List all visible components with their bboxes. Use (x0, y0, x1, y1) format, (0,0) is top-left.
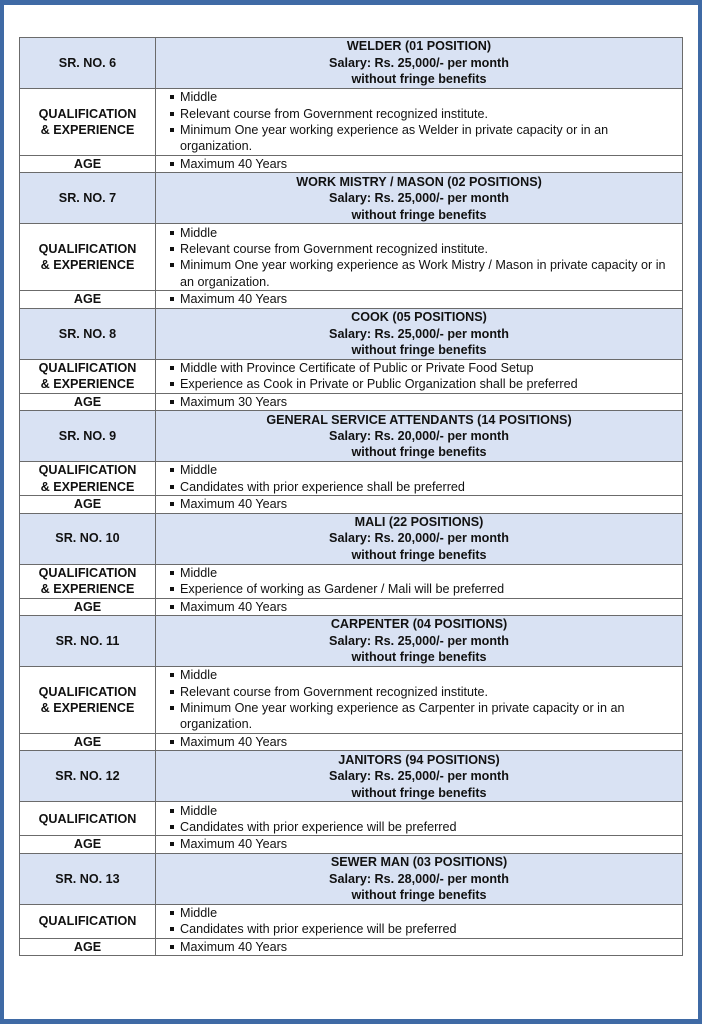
qualification-list-cell (156, 224, 683, 291)
age-label: AGE (20, 393, 156, 410)
age-cell (156, 291, 683, 308)
qualification-list-cell (156, 564, 683, 598)
sr-number: SR. NO. 11 (20, 616, 156, 667)
age-cell (156, 598, 683, 615)
qualification-list (156, 225, 682, 291)
age-cell (156, 836, 683, 853)
label-line: & EXPERIENCE (40, 258, 135, 273)
position-header-row (20, 38, 683, 89)
list-item: Middle (168, 667, 678, 683)
qualification-list (156, 667, 682, 733)
age-label: AGE (20, 156, 156, 173)
age-cell (156, 734, 683, 751)
benefits-text: without fringe benefits (351, 445, 487, 460)
position-title: WORK MISTRY / MASON (02 POSITIONS) (296, 174, 542, 189)
position-title-block (156, 751, 683, 802)
qualification-row (20, 462, 683, 496)
sr-number: SR. NO. 8 (20, 308, 156, 359)
sr-number: SR. NO. 6 (20, 38, 156, 89)
list-item: Maximum 40 Years (168, 939, 678, 955)
salary-text: Salary: Rs. 28,000/- per month (329, 871, 509, 886)
list-item: Maximum 40 Years (168, 496, 678, 512)
benefits-text: without fringe benefits (351, 547, 487, 562)
age-row (20, 496, 683, 513)
position-title: COOK (05 POSITIONS) (351, 310, 487, 325)
label-line: QUALIFICATION (38, 242, 137, 256)
qualification-list-cell (156, 462, 683, 496)
list-item: Middle (168, 225, 678, 241)
benefits-text: without fringe benefits (351, 888, 487, 903)
label-line: & EXPERIENCE (40, 377, 135, 392)
qualification-label (20, 224, 156, 291)
position-header-row (20, 513, 683, 564)
position-title-block (156, 853, 683, 904)
qualification-row (20, 667, 683, 734)
benefits-text: without fringe benefits (351, 207, 487, 222)
salary-text: Salary: Rs. 25,000/- per month (329, 55, 509, 70)
position-title-block (156, 308, 683, 359)
age-cell (156, 938, 683, 955)
qualification-list-cell (156, 904, 683, 938)
qualification-label: QUALIFICATION (20, 802, 156, 836)
list-item: Middle (168, 803, 678, 819)
list-item: Candidates with prior experience shall be preferred (168, 479, 678, 495)
salary-text: Salary: Rs. 25,000/- per month (329, 191, 509, 206)
position-title: SEWER MAN (03 POSITIONS) (330, 855, 508, 870)
position-title-block (156, 411, 683, 462)
age-label: AGE (20, 938, 156, 955)
age-row (20, 393, 683, 410)
position-header-row (20, 853, 683, 904)
qualification-row (20, 224, 683, 291)
list-item: Experience as Cook in Private or Public Organization shall be preferred (168, 376, 678, 392)
position-title: WELDER (01 POSITION) (346, 39, 492, 54)
position-header-row (20, 173, 683, 224)
list-item: Maximum 40 Years (168, 836, 678, 852)
qualification-list-cell (156, 802, 683, 836)
position-title-block (156, 38, 683, 89)
age-label: AGE (20, 291, 156, 308)
list-item: Relevant course from Government recognized institute. (168, 684, 678, 700)
age-row (20, 156, 683, 173)
positions-table (19, 37, 683, 956)
benefits-text: without fringe benefits (351, 785, 487, 800)
sr-number: SR. NO. 12 (20, 751, 156, 802)
sr-number: SR. NO. 10 (20, 513, 156, 564)
list-item: Maximum 40 Years (168, 156, 678, 172)
qualification-list (156, 905, 682, 938)
salary-text: Salary: Rs. 25,000/- per month (329, 633, 509, 648)
list-item: Minimum One year working experience as Welder in private capacity or in an organization. (168, 122, 678, 155)
sr-number: SR. NO. 7 (20, 173, 156, 224)
age-cell (156, 496, 683, 513)
qualification-list (156, 565, 682, 598)
list-item: Maximum 40 Years (168, 734, 678, 750)
age-row (20, 836, 683, 853)
list-item: Middle (168, 89, 678, 105)
qualification-label: QUALIFICATION (20, 904, 156, 938)
benefits-text: without fringe benefits (351, 650, 487, 665)
qualification-row (20, 359, 683, 393)
qualification-list (156, 803, 682, 836)
list-item: Experience of working as Gardener / Mali will be preferred (168, 581, 678, 597)
position-header-row (20, 751, 683, 802)
position-title: JANITORS (94 POSITIONS) (338, 752, 500, 767)
position-title-block (156, 173, 683, 224)
salary-text: Salary: Rs. 25,000/- per month (329, 769, 509, 784)
qualification-row (20, 89, 683, 156)
sr-number: SR. NO. 13 (20, 853, 156, 904)
list-item: Relevant course from Government recognized institute. (168, 241, 678, 257)
list-item: Middle (168, 462, 678, 478)
position-header-row (20, 616, 683, 667)
age-row (20, 734, 683, 751)
benefits-text: without fringe benefits (351, 72, 487, 87)
label-line: QUALIFICATION (38, 463, 137, 478)
list-item: Minimum One year working experience as Work Mistry / Mason in private capacity or in an organization. (168, 257, 678, 290)
label-line: QUALIFICATION (38, 684, 137, 699)
age-cell (156, 156, 683, 173)
label-line: & EXPERIENCE (40, 582, 135, 597)
list-item: Maximum 30 Years (168, 394, 678, 410)
qualification-list (156, 89, 682, 155)
qualification-label (20, 89, 156, 156)
qualification-list-cell (156, 667, 683, 734)
qualification-list (156, 462, 682, 495)
label-line: QUALIFICATION (38, 565, 137, 580)
position-header-row (20, 308, 683, 359)
position-title: GENERAL SERVICE ATTENDANTS (14 POSITIONS) (266, 412, 572, 427)
qualification-label (20, 359, 156, 393)
list-item: Relevant course from Government recognized institute. (168, 106, 678, 122)
list-item: Middle with Province Certificate of Public or Private Food Setup (168, 360, 678, 376)
qualification-label (20, 564, 156, 598)
list-item: Candidates with prior experience will be preferred (168, 819, 678, 835)
list-item: Middle (168, 905, 678, 921)
position-title: CARPENTER (04 POSITIONS) (330, 617, 508, 632)
salary-text: Salary: Rs. 20,000/- per month (329, 531, 509, 546)
salary-text: Salary: Rs. 20,000/- per month (329, 429, 509, 444)
age-row (20, 598, 683, 615)
age-label: AGE (20, 598, 156, 615)
label-line: & EXPERIENCE (40, 701, 135, 716)
age-label: AGE (20, 496, 156, 513)
age-row (20, 938, 683, 955)
age-cell (156, 393, 683, 410)
salary-text: Salary: Rs. 25,000/- per month (329, 326, 509, 341)
list-item: Minimum One year working experience as Carpenter in private capacity or in an organization. (168, 700, 678, 733)
label-line: & EXPERIENCE (40, 123, 135, 137)
qualification-list-cell (156, 359, 683, 393)
list-item: Candidates with prior experience will be preferred (168, 921, 678, 937)
list-item: Maximum 40 Years (168, 599, 678, 615)
list-item: Maximum 40 Years (168, 291, 678, 307)
qualification-row (20, 564, 683, 598)
position-title-block (156, 513, 683, 564)
qualification-label (20, 667, 156, 734)
qualification-label (20, 462, 156, 496)
label-line: QUALIFICATION (38, 106, 137, 121)
benefits-text: without fringe benefits (351, 343, 487, 358)
qualification-row (20, 904, 683, 938)
position-title: MALI (22 POSITIONS) (354, 515, 484, 530)
label-line: QUALIFICATION (38, 360, 137, 375)
sr-number: SR. NO. 9 (20, 411, 156, 462)
label-line: & EXPERIENCE (40, 479, 135, 494)
age-row (20, 291, 683, 308)
qualification-list-cell (156, 89, 683, 156)
qualification-row (20, 802, 683, 836)
qualification-list (156, 360, 682, 393)
list-item: Middle (168, 565, 678, 581)
position-title-block (156, 616, 683, 667)
position-header-row (20, 411, 683, 462)
age-label: AGE (20, 734, 156, 751)
age-label: AGE (20, 836, 156, 853)
